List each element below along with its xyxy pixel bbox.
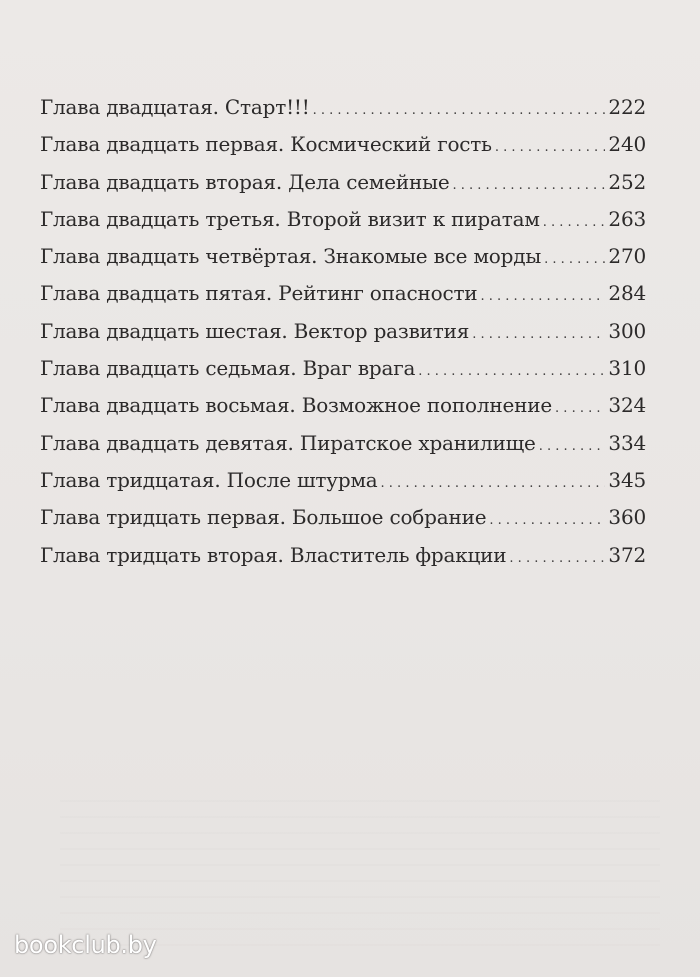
toc-dot-leader: [539, 431, 606, 455]
toc-entry-title: Глава двадцать шестая. Вектор развития: [40, 318, 470, 343]
toc-entry: [40, 244, 646, 281]
toc-dot-leader: [489, 505, 605, 529]
toc-entry: [40, 207, 646, 244]
toc-entry-title: Глава двадцать третья. Второй визит к пиратам: [40, 206, 540, 231]
toc-entry: [40, 356, 646, 393]
toc-entry-page: 284: [608, 281, 646, 306]
toc-entry-title: Глава тридцать первая. Большое собрание: [40, 505, 487, 530]
toc-dot-leader: [543, 207, 606, 231]
toc-dot-leader: [452, 170, 605, 194]
toc-dot-leader: [544, 244, 605, 268]
toc-entry: [40, 319, 646, 356]
table-of-contents: [40, 95, 646, 580]
toc-entry: [40, 505, 646, 542]
toc-entry-title: Глава двадцать первая. Космический гость: [40, 132, 492, 157]
toc-entry-page: 310: [608, 356, 646, 381]
toc-entry-title: Глава тридцатая. После штурма: [40, 467, 378, 492]
toc-entry-page: 300: [608, 318, 646, 343]
toc-dot-leader: [313, 95, 606, 119]
toc-entry-page: 334: [608, 430, 646, 455]
toc-entry-page: 263: [608, 206, 646, 231]
toc-entry-title: Глава двадцать седьмая. Враг врага: [40, 356, 416, 381]
toc-entry-page: 324: [608, 393, 646, 418]
toc-entry-title: Глава двадцать пятая. Рейтинг опасности: [40, 281, 478, 306]
toc-entry-title: Глава двадцать вторая. Дела семейные: [40, 169, 450, 194]
toc-dot-leader: [472, 319, 605, 343]
toc-entry: [40, 170, 646, 207]
toc-entry-title: Глава двадцать четвёртая. Знакомые все морды: [40, 244, 542, 269]
toc-entry-page: 345: [608, 467, 646, 492]
toc-entry: [40, 543, 646, 580]
toc-dot-leader: [480, 281, 605, 305]
toc-entry-page: 240: [608, 132, 646, 157]
toc-dot-leader: [495, 132, 606, 156]
toc-entry: [40, 281, 646, 318]
toc-entry-page: 222: [608, 95, 646, 119]
toc-entry: [40, 468, 646, 505]
toc-dot-leader: [555, 393, 605, 417]
toc-dot-leader: [381, 468, 606, 492]
toc-entry-page: 270: [608, 244, 646, 269]
toc-entry: [40, 393, 646, 430]
toc-entry: [40, 95, 646, 132]
toc-entry-page: 252: [608, 169, 646, 194]
toc-entry-page: 360: [608, 505, 646, 530]
toc-entry-title: Глава двадцатая. Старт!!!: [40, 95, 310, 119]
toc-entry-title: Глава тридцать вторая. Властитель фракции: [40, 542, 507, 567]
toc-entry: [40, 431, 646, 468]
toc-entry-title: Глава двадцать девятая. Пиратское хранилище: [40, 430, 536, 455]
toc-entry-page: 372: [608, 542, 646, 567]
toc-entry: [40, 132, 646, 169]
toc-entry-title: Глава двадцать восьмая. Возможное пополнение: [40, 393, 553, 418]
toc-dot-leader: [509, 543, 605, 567]
toc-dot-leader: [418, 356, 605, 380]
site-watermark: bookclub.by: [14, 931, 157, 959]
